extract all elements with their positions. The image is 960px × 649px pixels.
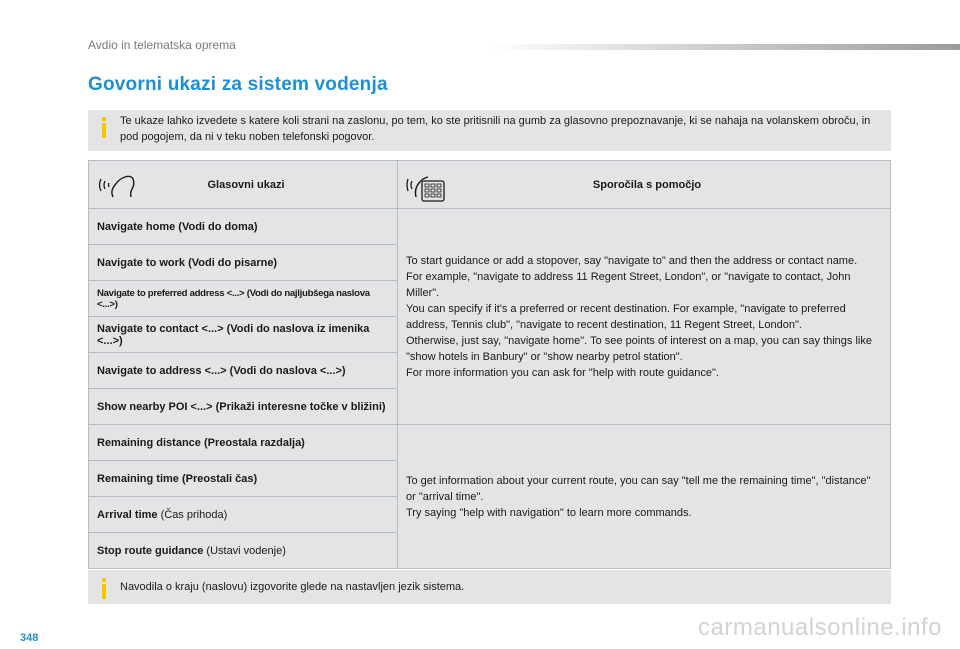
info-note-top (88, 110, 891, 151)
command-navigate-contact: Navigate to contact <...> (Vodi do naslova iz imenika <...>) (89, 317, 398, 353)
help-line: For more information you can ask for "help with route guidance". (406, 366, 719, 379)
command-remaining-time: Remaining time (Preostali čas) (89, 461, 398, 497)
help-route-info (398, 425, 891, 569)
command-navigate-address: Navigate to address <...> (Vodi do naslova <...>) (89, 353, 398, 389)
info-note-bottom (88, 570, 891, 604)
header-gradient-bar (490, 44, 960, 50)
command-remaining-distance: Remaining distance (Preostala razdalja) (89, 425, 398, 461)
help-line: Otherwise, just say, "navigate home". To see points of interest on a map, you can say things like "show hotels in Banbury" or "show nearby petrol station". (406, 334, 872, 363)
help-line: Try saying "help with navigation" to learn more commands. (406, 506, 692, 519)
col-header-help-label: Sporočila s pomočjo (592, 178, 702, 191)
command-navigate-preferred: Navigate to preferred address <...> (Vodi do najljubšega naslova <...>) (89, 281, 398, 317)
help-line: To start guidance or add a stopover, say "navigate to" and then the address or contact name. (406, 254, 858, 267)
command-navigate-work: Navigate to work (Vodi do pisarne) (89, 245, 398, 281)
command-stop-guidance: Stop route guidance (Ustavi vodenje) (89, 533, 398, 569)
watermark: carmanualsonline.info (698, 614, 942, 641)
voice-commands-table (88, 160, 891, 569)
info-note-text: Te ukaze lahko izvedete s katere koli strani na zaslonu, po tem, ko ste pritisnili na gumb za glasovno prepoznavanje, ki se nahaja na volanskem obroču, in pod pogojem, da ni v teku noben telefonski pogovor. (120, 115, 871, 143)
info-note-text: Navodila o kraju (naslovu) izgovorite glede na nastavljen jezik sistema. (120, 581, 465, 593)
voice-command-icon (97, 167, 139, 203)
help-line: You can specify if it's a preferred or recent destination. For example, "navigate to preferred address, Tennis club", "navigate to recent destination, 11 Regent Street, London". (406, 302, 846, 331)
page-number: 348 (20, 632, 39, 644)
col-header-commands (89, 161, 398, 209)
command-arrival-time: Arrival time (Čas prihoda) (89, 497, 398, 533)
voice-help-icon (406, 167, 448, 203)
info-icon (100, 578, 108, 599)
table-row (89, 209, 891, 245)
help-line: To get information about your current route, you can say "tell me the remaining time", "distance" or "arrival time". (406, 474, 871, 503)
help-line: For example, "navigate to address 11 Regent Street, London", or "navigate to contact, John Miller". (406, 270, 851, 299)
table-header-row (89, 161, 891, 209)
table-row (89, 425, 891, 461)
col-header-help (398, 161, 891, 209)
col-header-commands-label: Glasovni ukazi (207, 178, 285, 191)
section-title: Avdio in telematska oprema (88, 38, 236, 52)
command-navigate-home: Navigate home (Vodi do doma) (89, 209, 398, 245)
page-title: Govorni ukazi za sistem vodenja (88, 74, 388, 95)
help-route-guidance (398, 209, 891, 425)
command-show-poi: Show nearby POI <...> (Prikaži interesne točke v bližini) (89, 389, 398, 425)
info-icon (100, 117, 108, 138)
